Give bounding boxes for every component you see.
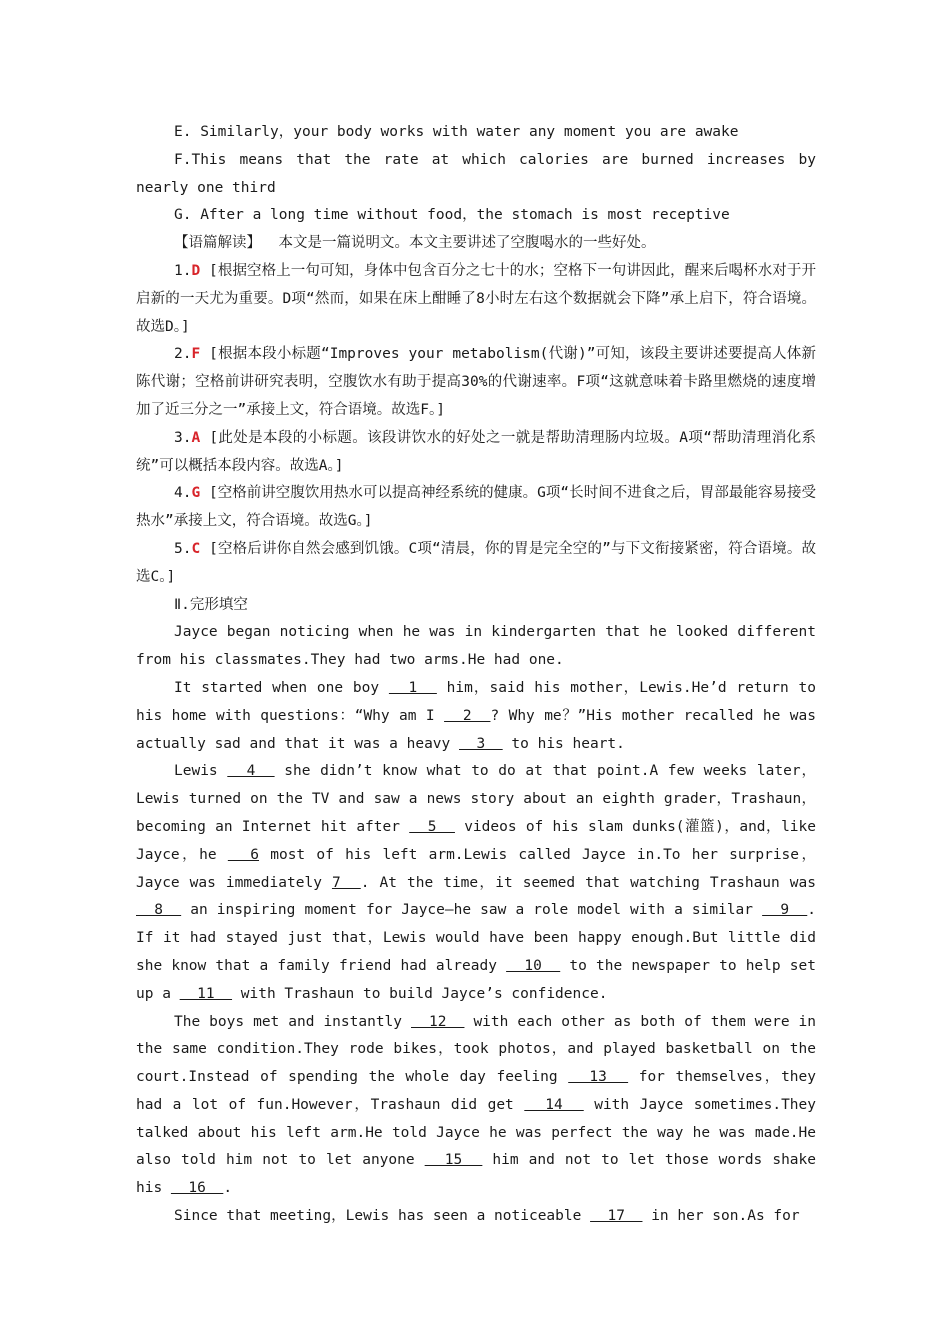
answer-number: 3.: [174, 429, 192, 446]
blank-8: 8: [136, 902, 182, 919]
cloze-text: with Jayce sometimes.They talked about his left arm.He told Jayce he was perfect the way he was made.He also told him not to let anyone: [136, 1096, 816, 1169]
blank-7: 7: [331, 874, 361, 891]
blank-6: 6: [227, 846, 260, 863]
blank-17: 17: [590, 1208, 643, 1225]
cloze-text: Since that meeting，Lewis has seen a noticeable: [174, 1208, 591, 1225]
answer-number: 2.: [174, 346, 192, 363]
blank-4: 4: [227, 763, 275, 780]
blank-2: 2: [444, 707, 491, 724]
answer-number: 1.: [174, 262, 192, 279]
answer-letter: C: [191, 540, 201, 557]
cloze-text: . At the time，it seemed that watching Trashaun was: [360, 874, 816, 891]
answer-item: [136, 341, 816, 424]
option-g: G. After a long time without food，the stomach is most receptive: [174, 207, 730, 224]
cloze-text: for themselves，they had a lot of fun.However，Trashaun did get: [136, 1069, 816, 1113]
cloze-text: It started when one boy: [174, 679, 389, 696]
answer-explanation: [此处是本段的小标题。该段讲饮水的好处之一就是帮助清理肠内垃圾。A项“帮助清理消化系统”可以概括本段内容。故选A。]: [136, 429, 817, 474]
cloze-text: to the newspaper to help set up a: [136, 957, 816, 1002]
answer-explanation: [根据本段小标题“Improves your metabolism(代谢)”可知，该段主要讲述要提高人体新陈代谢；空格前讲研究表明，空腹饮水有助于提高30%的代谢速率。F项“这就意味着卡路里燃烧的速度增加了近三分之一”承接上文，符合语境。故选F。]: [136, 346, 816, 418]
answer-item: [136, 425, 816, 481]
cloze-paragraph-3: [136, 758, 816, 1008]
cloze-text: to his heart.: [502, 735, 625, 752]
cloze-text: videos of his slam dunks(灌篮)，and，like Jayce，he: [136, 818, 816, 863]
blank-5: 5: [409, 818, 455, 835]
answer-explanation: [根据空格上一句可知，身体中包含百分之七十的水；空格下一句讲因此，醒来后喝杯水对于开启新的一天尤为重要。D项“然而，如果在床上酣睡了8小时左右这个数据就会下降”承上启下，符合语境。故选D。]: [136, 262, 816, 335]
cloze-text: in her son.As for: [642, 1208, 800, 1225]
document-page: [136, 119, 816, 1231]
answer-item: [136, 480, 816, 536]
answer-item: [136, 536, 816, 592]
cloze-text: The boys met and instantly: [174, 1013, 412, 1030]
cloze-text: him and not to let those words shake his: [136, 1152, 816, 1197]
answer-letter: G: [191, 485, 201, 502]
section-title: Ⅱ.完形填空: [174, 596, 248, 613]
blank-16: 16: [170, 1180, 224, 1197]
answer-explanation: [空格后讲你自然会感到饥饿。C项“清晨，你的胃是完全空的”与下文衔接紧密，符合语境。故选C。]: [136, 540, 816, 585]
blank-13: 13: [568, 1069, 629, 1086]
cloze-text: an inspiring moment for Jayce—he saw a role model with a similar: [181, 902, 763, 919]
answer-letter: A: [191, 429, 201, 446]
blank-11: 11: [179, 985, 233, 1002]
answer-letter: D: [191, 262, 201, 279]
passage-analysis: [136, 230, 816, 258]
cloze-paragraph-5: [136, 1203, 816, 1231]
cloze-text: she didn’t know what to do at that point.A few weeks later，Lewis turned on the TV and saw a news story about an eighth grader，Trashaun，becoming an Internet hit after: [136, 763, 816, 835]
analysis-label: 【语篇解读】: [174, 235, 261, 252]
option-f: F.This means that the rate at which calories are burned increases by nearly one third: [136, 151, 816, 196]
cloze-text: Lewis: [174, 763, 228, 780]
blank-1: 1: [388, 679, 437, 696]
cloze-paragraph-2: [136, 675, 816, 758]
blank-14: 14: [524, 1096, 584, 1113]
cloze-paragraph-1: Jayce began noticing when he was in kindergarten that he looked different from his classmates.They had two arms.He had one.: [136, 624, 816, 669]
analysis-text: 本文是一篇说明文。本文主要讲述了空腹喝水的一些好处。: [278, 235, 656, 252]
cloze-text: ? Why me？”His mother recalled he was actually sad and that it was a heavy: [136, 707, 816, 752]
answer-item: [136, 258, 816, 341]
answer-number: 4.: [174, 485, 192, 502]
cloze-text: .: [223, 1180, 233, 1197]
blank-10: 10: [506, 957, 561, 974]
answer-number: 5.: [174, 540, 192, 557]
cloze-text: with Trashaun to build Jayce’s confidence.: [232, 985, 608, 1002]
blank-3: 3: [459, 735, 503, 752]
answer-letter: F: [191, 346, 201, 363]
cloze-paragraph-4: [136, 1009, 816, 1204]
blank-12: 12: [411, 1013, 465, 1030]
option-e: E. Similarly，your body works with water any moment you are awake: [174, 124, 739, 140]
answer-explanation: [空格前讲空腹饮用热水可以提高神经系统的健康。G项“长时间不进食之后，胃部最能容易接受热水”承接上文，符合语境。故选G。]: [136, 485, 817, 530]
blank-15: 15: [424, 1152, 483, 1169]
cloze-text: with each other as both of them were in the same condition.They rode bikes，took photos，and played basketball on the court.Instead of spending the whole day feeling: [136, 1013, 816, 1086]
cloze-text: . If it had stayed just that，Lewis would have been happy enough.But little did she know that a family friend had already: [136, 902, 816, 974]
cloze-text: him，said his mother，Lewis.He’d return to his home with questions：“Why am I: [136, 679, 816, 724]
blank-9: 9: [762, 902, 808, 919]
cloze-text: most of his left arm.Lewis called Jayce in.To her surprise，Jayce was immediately: [136, 846, 816, 891]
